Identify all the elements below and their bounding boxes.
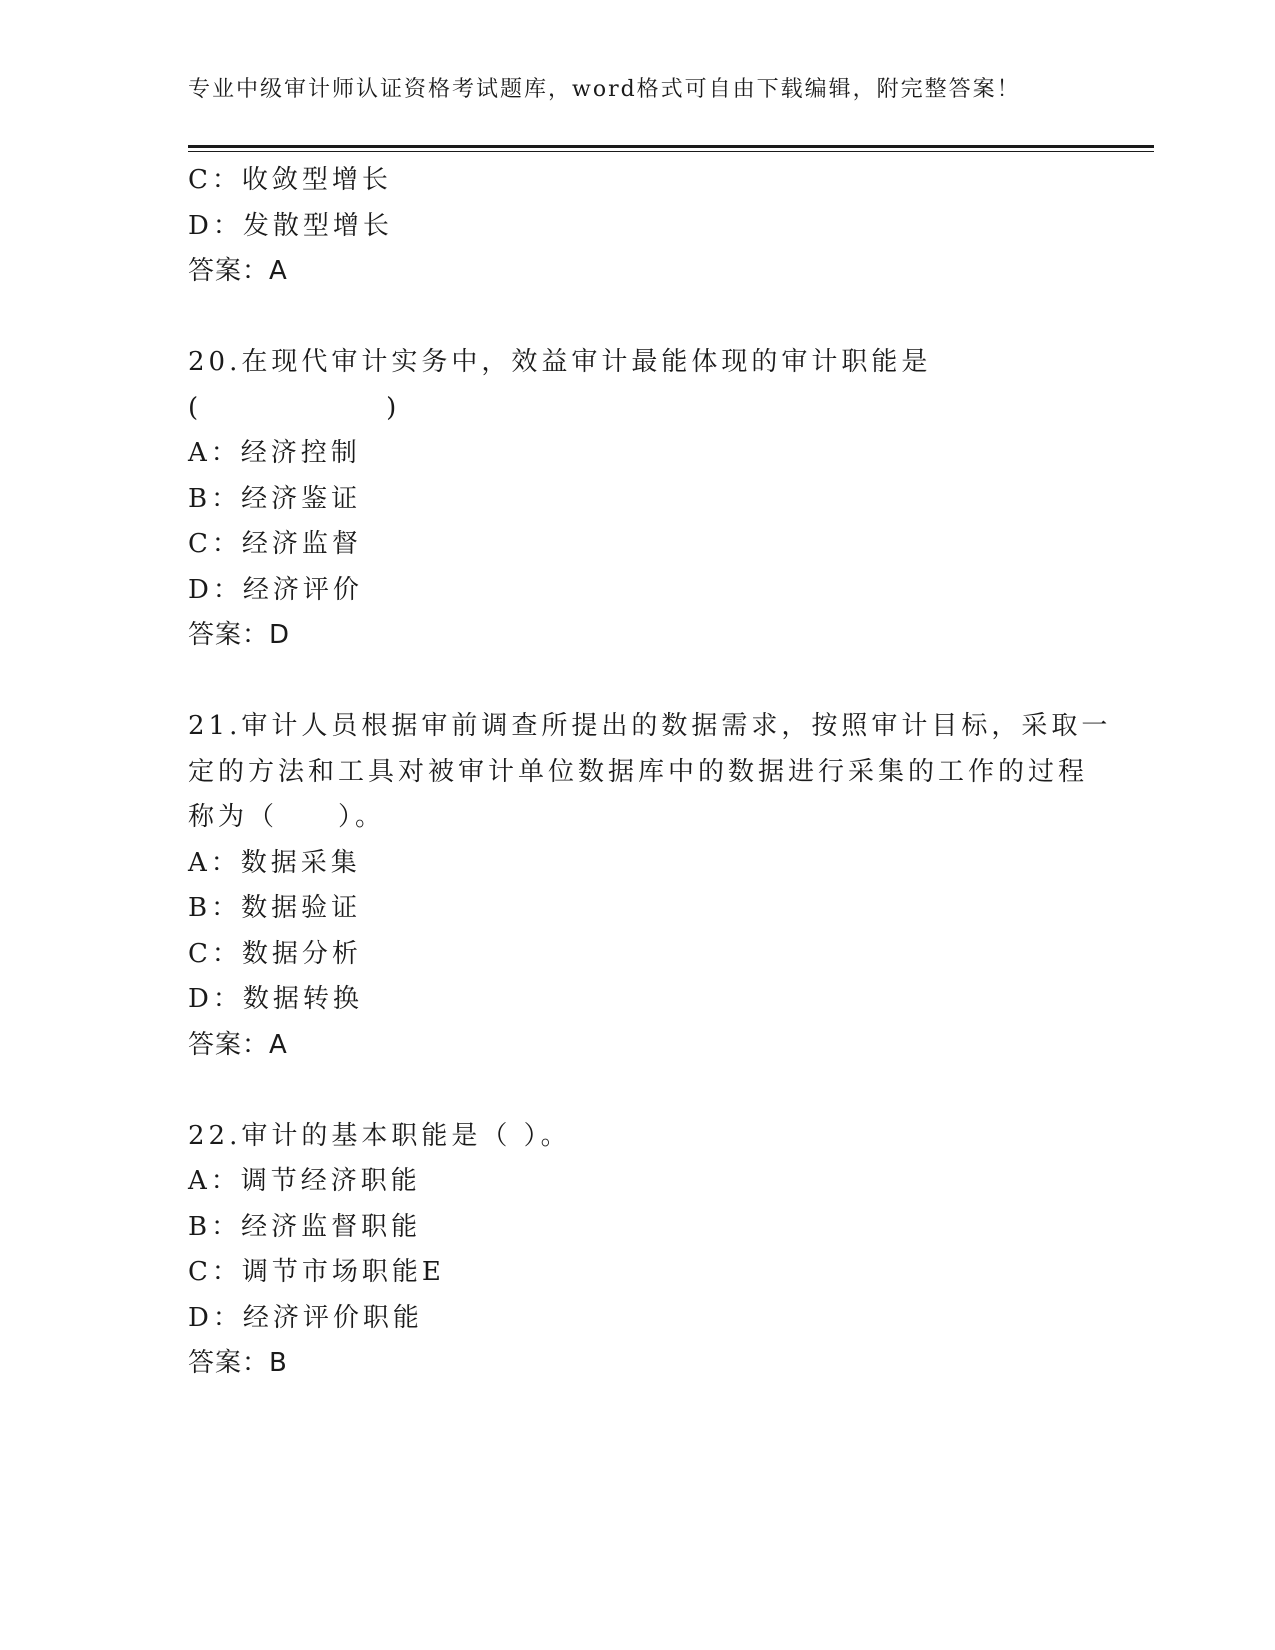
header-rule-thin bbox=[188, 151, 1154, 152]
answer-line: 答案：D bbox=[188, 620, 291, 650]
question-21-stem-line-2: 定的方法和工具对被审计单位数据库中的数据进行采集的工作的过程 bbox=[188, 756, 1089, 787]
page-header: 专业中级审计师认证资格考试题库，word格式可自由下载编辑，附完整答案！ bbox=[188, 77, 1021, 102]
question-21-stem-line-3: 称为（ ）。 bbox=[188, 802, 386, 832]
answer-line: 答案：A bbox=[188, 256, 288, 286]
question-22-stem: 22.审计的基本职能是（ ）。 bbox=[188, 1120, 571, 1151]
option-d: D：发散型增长 bbox=[188, 210, 393, 241]
question-20-blank: ( ) bbox=[188, 392, 401, 423]
question-21-stem-line-1: 21.审计人员根据审前调查所提出的数据需求，按照审计目标，采取一 bbox=[188, 711, 1112, 741]
option-b: B：经济监督职能 bbox=[188, 1211, 422, 1242]
option-d: D：经济评价职能 bbox=[188, 1302, 423, 1333]
option-b: B：经济鉴证 bbox=[188, 483, 362, 514]
option-a: A：调节经济职能 bbox=[188, 1166, 421, 1196]
answer-line: 答案：A bbox=[188, 1029, 288, 1060]
option-d: D：经济评价 bbox=[188, 574, 363, 605]
spacer bbox=[188, 295, 1108, 341]
header-rule-thick bbox=[188, 145, 1154, 148]
option-c: C：数据分析 bbox=[188, 938, 362, 969]
option-d: D：数据转换 bbox=[188, 984, 363, 1014]
question-20-stem: 20.在现代审计实务中，效益审计最能体现的审计职能是 bbox=[188, 347, 932, 377]
option-c: C：经济监督 bbox=[188, 529, 362, 559]
spacer bbox=[188, 659, 1108, 705]
question-content bbox=[188, 158, 1112, 1387]
option-c: C：调节市场职能E bbox=[188, 1257, 445, 1287]
option-a: A：经济控制 bbox=[188, 438, 361, 468]
spacer bbox=[188, 1068, 1108, 1114]
option-b: B：数据验证 bbox=[188, 893, 362, 923]
answer-line: 答案：B bbox=[188, 1348, 288, 1378]
option-a: A：数据采集 bbox=[188, 847, 361, 878]
option-c: C：收敛型增长 bbox=[188, 165, 392, 195]
